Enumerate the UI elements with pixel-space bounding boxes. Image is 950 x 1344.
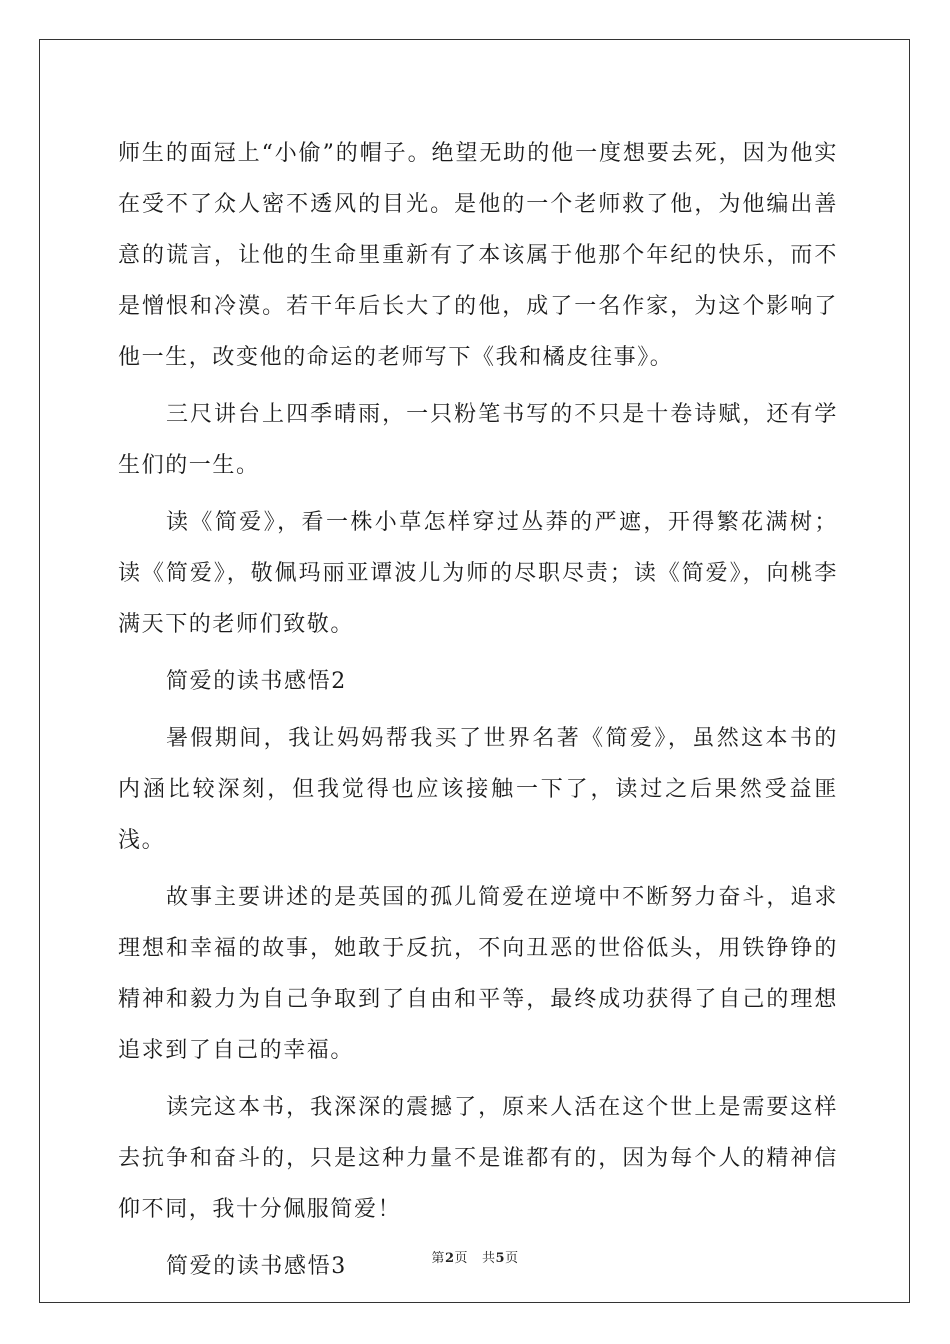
page-number: 2 [444, 1251, 455, 1266]
paragraph-2: 三尺讲台上四季晴雨，一只粉笔书写的不只是十卷诗赋，还有学生们的一生。 [118, 402, 838, 478]
paragraph-7: 读完这本书，我深深的震撼了，原来人活在这个世上是需要这样去抗争和奋斗的，只是这种力量不是谁都有的，因为每个人的精神信仰不同，我十分佩服简爱！ [118, 1095, 838, 1222]
section-heading-3: 简爱的读书感悟3 [166, 1254, 347, 1279]
page-total: 5 [495, 1251, 506, 1266]
section-heading-2: 简爱的读书感悟2 [166, 669, 347, 694]
page-footer [0, 1247, 950, 1266]
page-suffix: 页 [454, 1251, 468, 1266]
paragraph-6: 故事主要讲述的是英国的孤儿简爱在逆境中不断努力奋斗，追求理想和幸福的故事，她敢于反抗，不向丑恶的世俗低头，用铁铮铮的精神和毅力为自己争取到了自由和平等，最终成功获得了自己的理想追求到了自己的幸福。 [118, 885, 838, 1063]
paragraph-5: 暑假期间，我让妈妈帮我买了世界名著《简爱》，虽然这本书的内涵比较深刻，但我觉得也应该接触一下了，读过之后果然受益匪浅。 [118, 726, 838, 853]
paragraph-1: 师生的面冠上“小偷”的帽子。绝望无助的他一度想要去死，因为他实在受不了众人密不透风的目光。是他的一个老师救了他，为他编出善意的谎言，让他的生命里重新有了本该属于他那个年纪的快乐，而不是憎恨和冷漠。若干年后长大了的他，成了一名作家，为这个影响了他一生，改变他的命运的老师写下《我和橘皮往事》。 [118, 141, 838, 370]
paragraph-3: 读《简爱》，看一株小草怎样穿过丛莽的严遮，开得繁花满树；读《简爱》，敬佩玛丽亚谭波儿为师的尽职尽责；读《简爱》，向桃李满天下的老师们致敬。 [118, 510, 838, 637]
document-body [118, 128, 838, 1298]
total-prefix: 共 [482, 1251, 496, 1266]
page-prefix: 第 [431, 1251, 445, 1266]
total-suffix: 页 [505, 1251, 519, 1266]
